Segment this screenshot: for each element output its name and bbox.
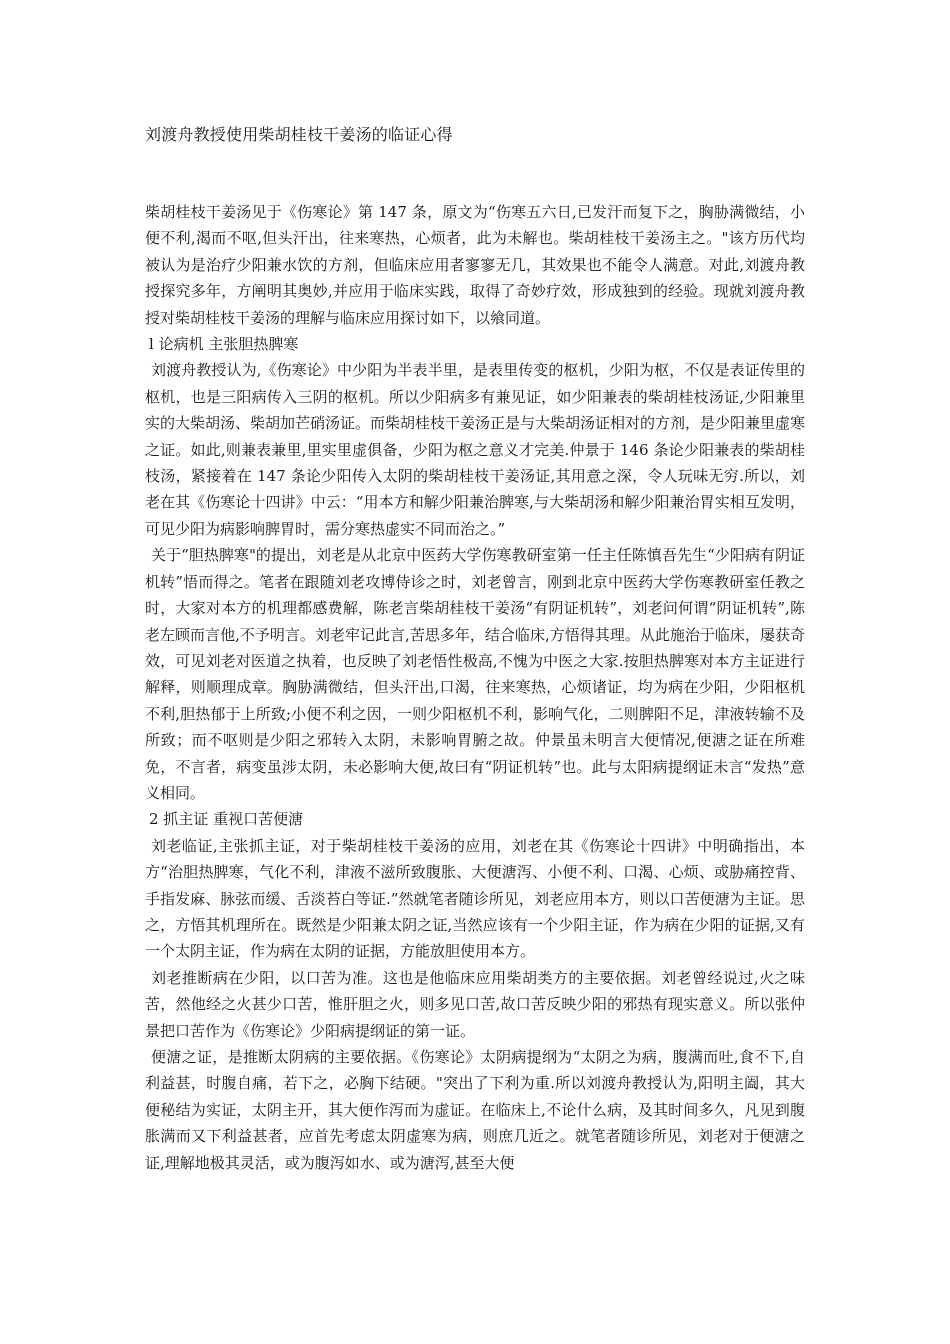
paragraph-main-symptoms-2: 刘老推断病在少阳，以口苦为准。这也是他临床应用柴胡类方的主要依据。刘老曾经说过,火之味苦，然他经之火甚少口苦，惟肝胆之火，则多见口苦,故口苦反映少阳的邪热有现实意义。所以张仲景把口苦作为《伤寒论》少阳病提纲证的第一证。: [145, 968, 805, 1040]
document-title: 刘渡舟教授使用柴胡桂枝干姜汤的临证心得: [145, 125, 453, 144]
section-heading-main-symptoms: 2 抓主证 重视口苦便溏: [149, 810, 304, 829]
paragraph-pathogenesis-2: 关于“胆热脾寒"的提出，刘老是从北京中医药大学伤寒教研室第一任主任陈慎吾先生“少阳病有阴证机转”悟而得之。笔者在跟随刘老攻博侍诊之时，刘老曾言，刚到北京中医药大学伤寒教研室任教之时，大家对本方的机理都感费解，陈老言柴胡桂枝干姜汤“有阴证机转”，刘老问何谓“阴证机转”,陈老左顾而言他,不予明言。刘老牢记此言,苦思多年，结合临床,方悟得其理。从此施治于临床，屡获奇效，可见刘老对医道之执着，也反映了刘老悟性极高,不愧为中医之大家.按胆热脾寒对本方主证进行解释，则顺理成章。胸胁满微结，但头汗出,口渴，往来寒热，心烦诸证，均为病在少阳，少阳枢机不利,胆热郁于上所致;小便不利之因，一则少阳枢机不利，影响气化，二则脾阳不足，津液转输不及所致；而不呕则是少阳之邪转入太阴，未影响胃腑之故。仲景虽未明言大便情况,便溏之证在所难免，不言者，病变虽涉太阴，未必影响大便,故曰有“阴证机转”也。此与太阳病提纲证未言“发热”意义相同。: [145, 546, 805, 802]
section-heading-pathogenesis: l 论病机 主张胆热脾寒: [149, 335, 299, 354]
document-body: [145, 199, 805, 1176]
paragraph-main-symptoms-3: 便溏之证，是推断太阴病的主要依据。《伤寒论》太阴病提纲为“太阴之为病，腹满而吐,食不下,自利益甚，时腹自痛，若下之，必胸下结硬。"突出了下利为重.所以刘渡舟教授认为,阳明主阖，其大便秘结为实证，太阴主开，其大便作泻而为虚证。在临床上,不论什么病，及其时间多久，凡见到腹胀满而又下利益甚者，应首先考虑太阴虚寒为病，则庶几近之。就笔者随诊所见，刘老对于便溏之证,理解地极其灵活，或为腹泻如水、或为溏泻,甚至大便: [145, 1048, 805, 1172]
paragraph-pathogenesis-1: 刘渡舟教授认为,《伤寒论》中少阳为半表半里，是表里传变的枢机，少阳为枢，不仅是表证传里的枢机，也是三阳病传入三阴的枢机。所以少阳病多有兼见证，如少阳兼表的柴胡桂枝汤证,少阳兼里实的大柴胡汤、柴胡加芒硝汤证。而柴胡桂枝干姜汤正是与大柴胡汤证相对的方剂，是少阳兼里虚寒之证。如此,则兼表兼里,里实里虚俱备，少阳为枢之意义才完美.仲景于 146 条论少阳兼表的柴胡桂枝汤，紧接着在 147 条论少阳传入太阴的柴胡桂枝干姜汤证,其用意之深，令人玩味无穷.所以，刘老在其《伤寒论十四讲》中云：“用本方和解少阳兼治脾寒,与大柴胡汤和解少阳兼治胃实相互发明，可见少阳为病影响脾胃时，需分寒热虚实不同而治之。”: [145, 361, 806, 538]
paragraph-intro: 柴胡桂枝干姜汤见于《伤寒论》第 147 条，原文为“伤寒五六日,已发汗而复下之，胸胁满微结，小便不利,渴而不呕,但头汗出，往来寒热，心烦者，此为未解也。柴胡桂枝干姜汤主之。"该方历代均被认为是治疗少阳兼水饮的方剂，但临床应用者寥寥无几，其效果也不能令人满意。对此,刘渡舟教授探究多年，方阐明其奥妙,并应用于临床实践，取得了奇妙疗效，形成独到的经验。现就刘渡舟教授对柴胡桂枝干姜汤的理解与临床应用探讨如下，以飨同道。: [145, 203, 805, 327]
paragraph-main-symptoms-1: 刘老临证,主张抓主证，对于柴胡桂枝干姜汤的应用，刘老在其《伤寒论十四讲》中明确指出，本方“治胆热脾寒，气化不利，津液不滋所致腹胀、大便溏泻、小便不利、口渴、心烦、或胁痛控背、手指发麻、脉弦而缓、舌淡苔白等证.”然就笔者随诊所见，刘老应用本方，则以口苦便溏为主证。思之，方悟其机理所在。既然是少阳兼太阴之证,当然应该有一个少阳主证，作为病在少阳的证据,又有一个太阴主证，作为病在太阴的证据，方能放胆使用本方。: [145, 836, 805, 961]
